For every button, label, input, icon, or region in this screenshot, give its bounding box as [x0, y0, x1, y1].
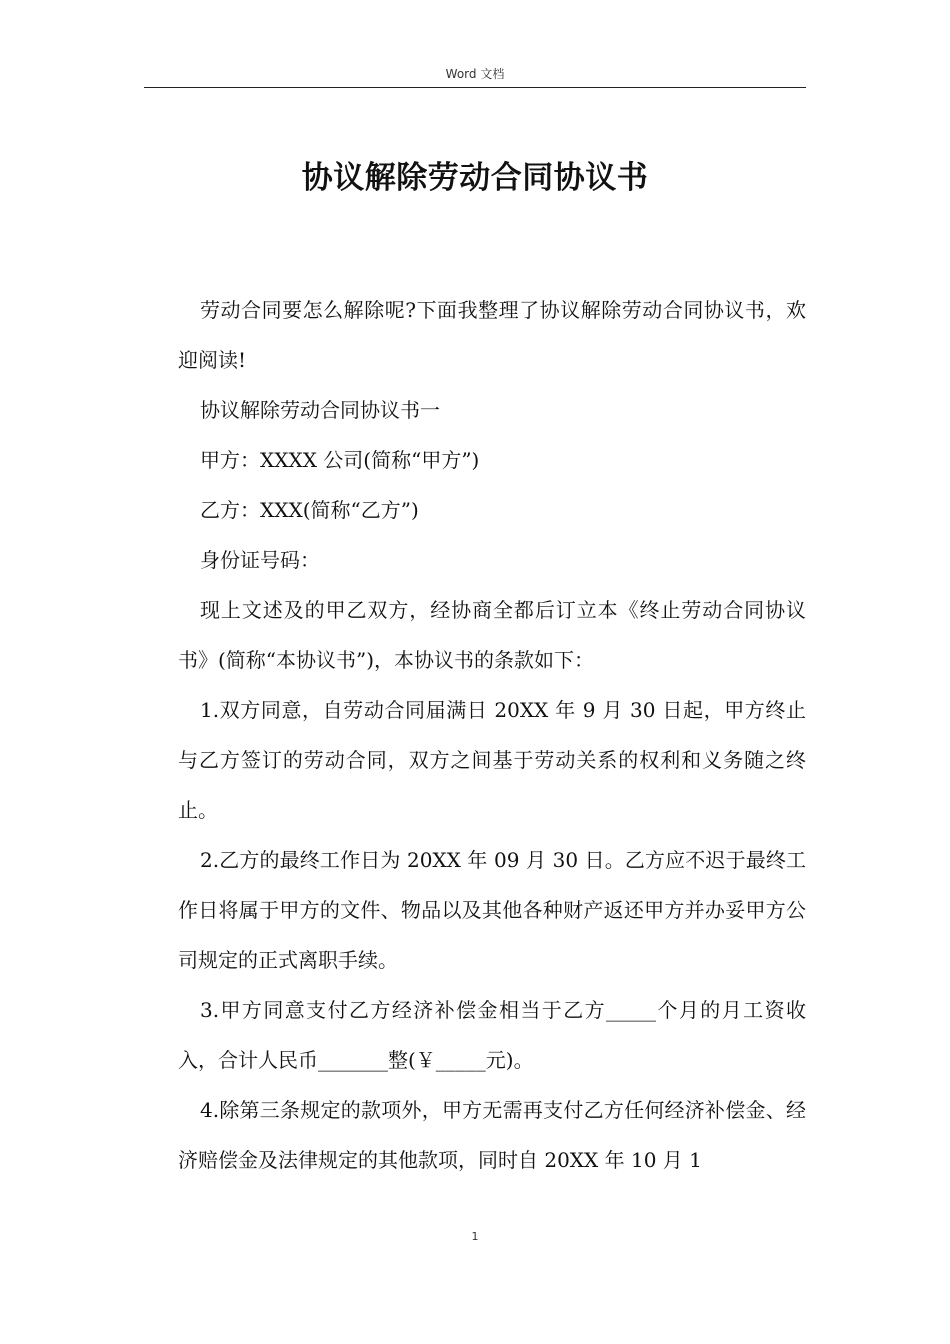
paragraph-subtitle: 协议解除劳动合同协议书一	[200, 398, 440, 422]
paragraph-clause-2: 2.乙方的最终工作日为 20XX 年 09 月 30 日。乙方应不迟于最终工作日将属于甲方的文件、物品以及其他各种财产返还甲方并办妥甲方公司规定的正式离职手续。	[178, 848, 806, 972]
paragraph-clause-1: 1.双方同意，自劳动合同届满日 20XX 年 9 月 30 日起，甲方终止与乙方签订的劳动合同，双方之间基于劳动关系的权利和义务随之终止。	[178, 698, 806, 822]
paragraph-id-number: 身份证号码：	[200, 548, 320, 572]
paragraph-preamble: 现上文述及的甲乙双方，经协商全都后订立本《终止劳动合同协议书》(简称“本协议书”)，本协议书的条款如下：	[178, 598, 806, 672]
paragraph-intro: 劳动合同要怎么解除呢?下面我整理了协议解除劳动合同协议书，欢迎阅读!	[178, 298, 806, 372]
paragraph-party-b: 乙方：XXX(简称“乙方”)	[200, 498, 419, 522]
header-divider	[144, 87, 806, 88]
paragraph-clause-3: 3.甲方同意支付乙方经济补偿金相当于乙方_____个月的月工资收入，合计人民币_______整(￥_____元)。	[178, 998, 806, 1072]
document-title: 协议解除劳动合同协议书	[301, 160, 649, 196]
header-label: Word 文档	[445, 67, 505, 81]
page-number: 1	[471, 1230, 479, 1243]
document-body	[178, 285, 806, 1185]
paragraph-party-a: 甲方：XXXX 公司(简称“甲方”)	[200, 448, 480, 472]
paragraph-clause-4: 4.除第三条规定的款项外，甲方无需再支付乙方任何经济补偿金、经济赔偿金及法律规定的其他款项，同时自 20XX 年 10 月 1	[178, 1098, 806, 1172]
